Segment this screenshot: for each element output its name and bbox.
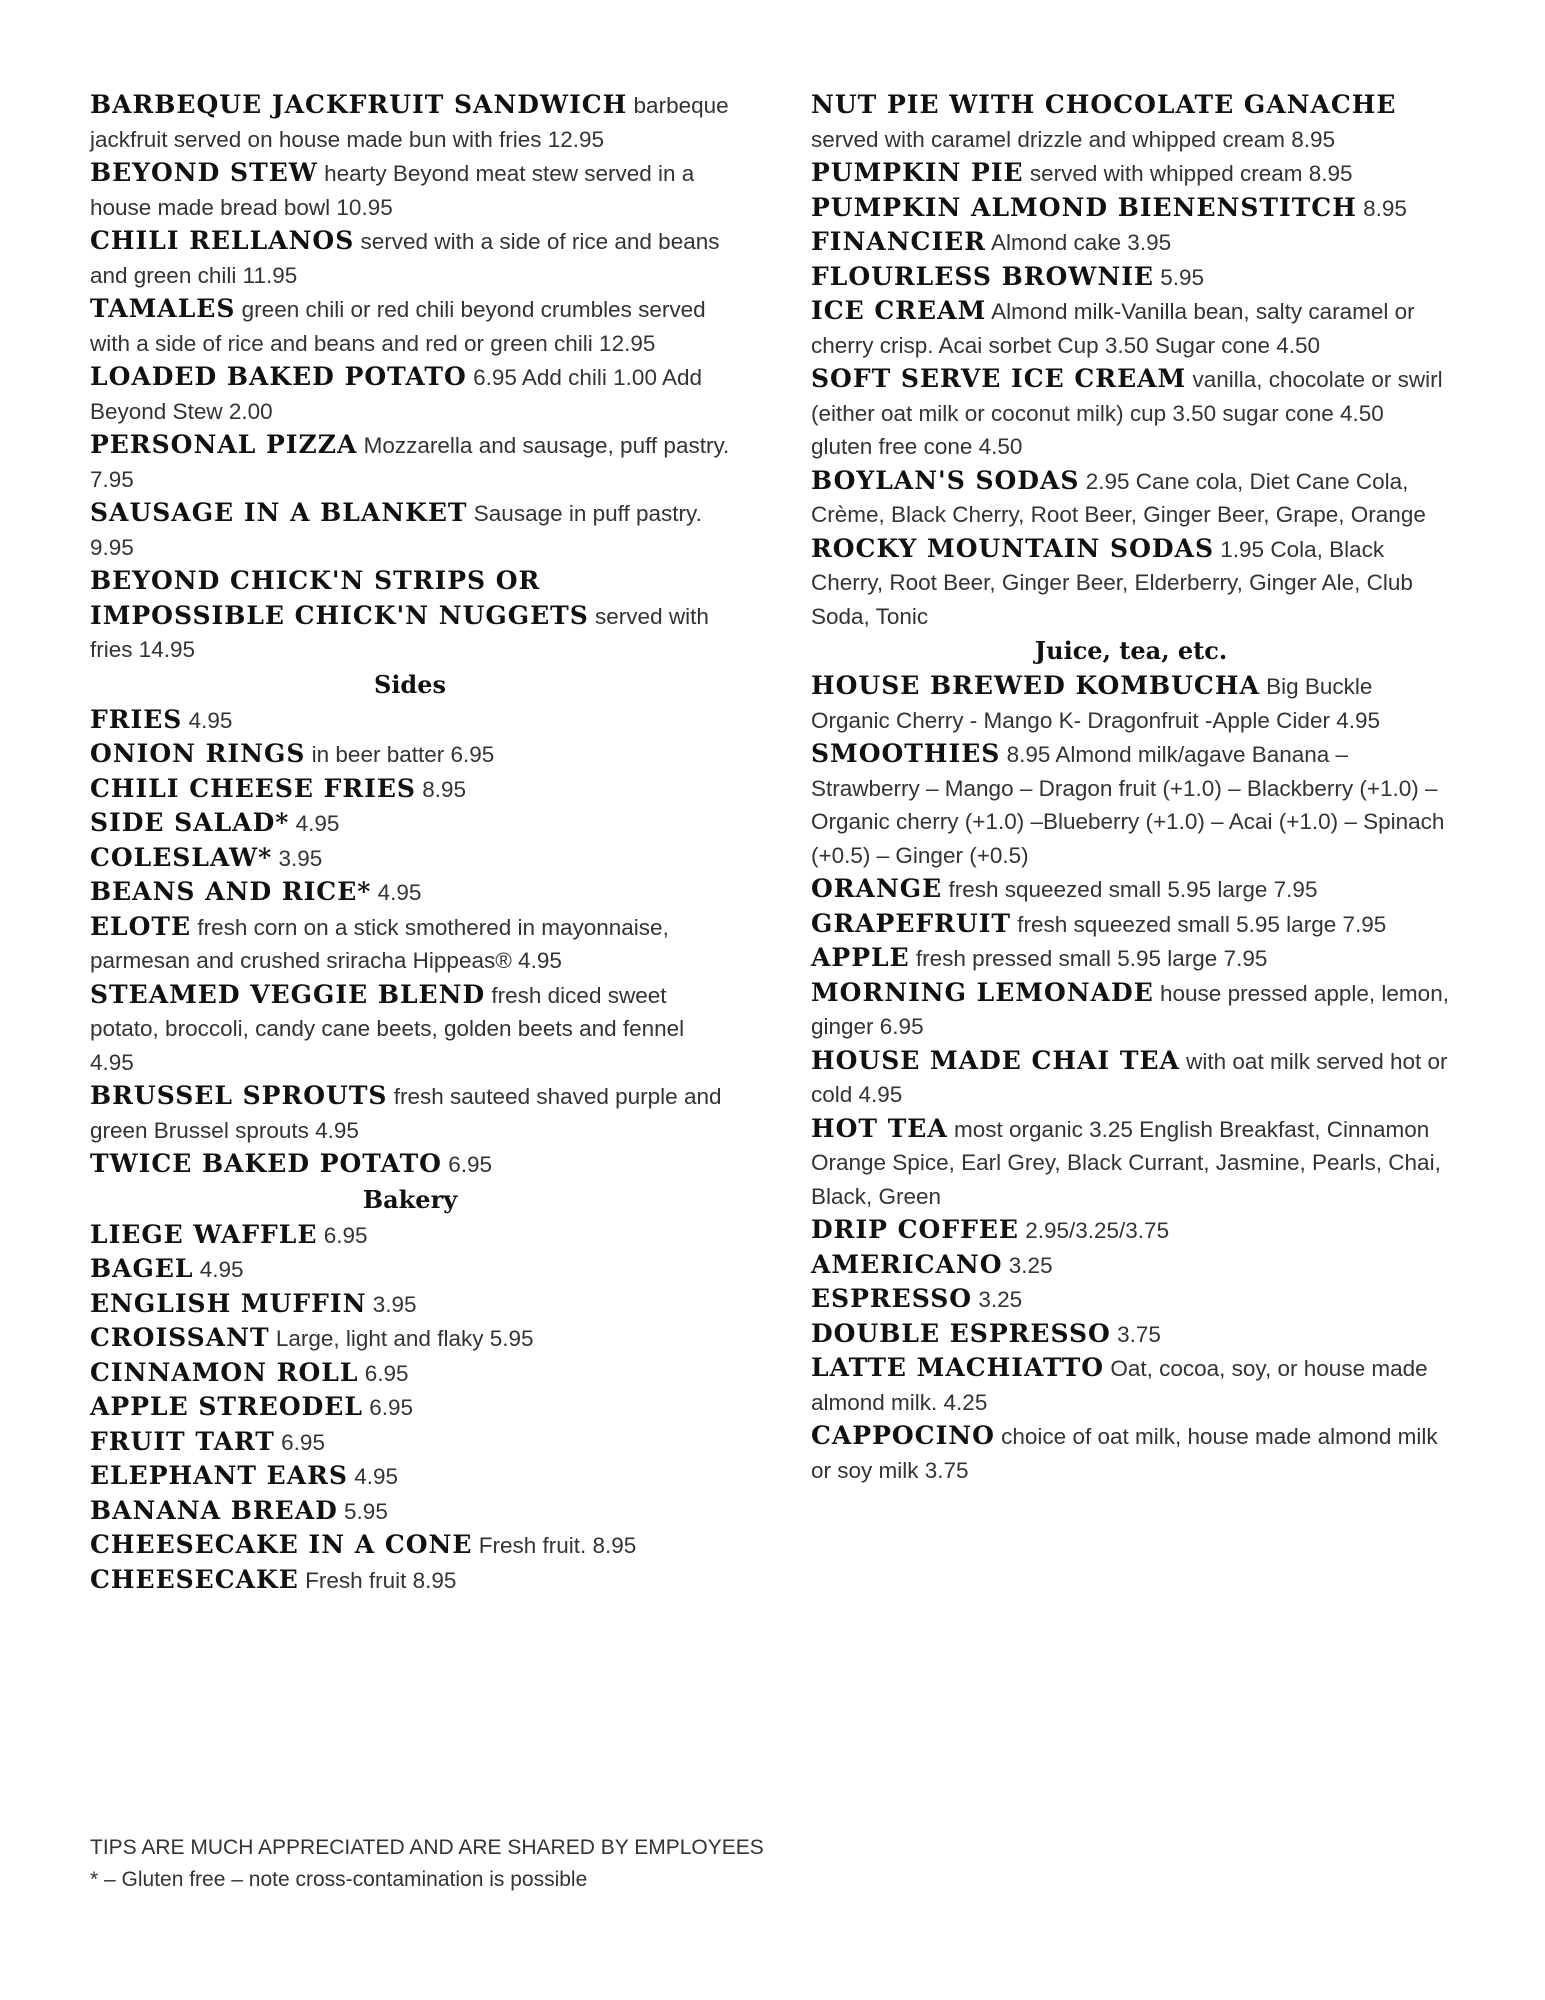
- menu-item-name: DRIP COFFEE: [811, 1215, 1019, 1244]
- menu-item-name: CHILI RELLANOS: [90, 226, 355, 255]
- menu-item: [811, 156, 1451, 191]
- menu-item-name: ELEPHANT EARS: [90, 1461, 348, 1490]
- menu-item-name: NUT PIE WITH CHOCOLATE GANACHE: [811, 90, 1397, 119]
- menu-item-name: PUMPKIN ALMOND BIENENSTITCH: [811, 192, 1357, 222]
- menu-item-name: ELOTE: [90, 911, 192, 941]
- menu-item-description: in beer batter 6.95: [311, 742, 495, 767]
- drinks-list: [811, 669, 1451, 1487]
- menu-item: [811, 976, 1451, 1044]
- menu-item-description: 3.95: [278, 845, 323, 871]
- menu-item-description: choice of oat milk, house made almond milk or soy milk 3.75: [811, 1424, 1438, 1483]
- menu-item-description: 5.95: [1160, 264, 1205, 290]
- menu-item: [811, 88, 1451, 156]
- menu-item-name: APPLE: [811, 943, 910, 972]
- menu-item: [90, 703, 730, 738]
- menu-item-description: 8.95 Almond milk/agave Banana – Strawberry – Mango – Dragon fruit (+1.0) – Blackberry (+1.0) – Organic cherry (+1.0) –Blueberry (+1.0) – Acai (+1.0) – Spinach (+0.5) – Ginger (+0.5): [811, 742, 1445, 868]
- menu-item: [90, 772, 730, 807]
- menu-item-description: served with fries 14.95: [90, 603, 709, 662]
- desserts-sodas-list: [811, 88, 1451, 633]
- menu-item-name: CHILI CHEESE FRIES: [90, 773, 416, 803]
- menu-item-description: Fresh fruit. 8.95: [478, 1533, 637, 1558]
- menu-item-description: 2.95/3.25/3.75: [1025, 1218, 1170, 1243]
- menu-item: [811, 1112, 1451, 1214]
- menu-item-description: Sausage in puff pastry. 9.95: [90, 501, 702, 560]
- menu-item-name: SMOOTHIES: [811, 739, 1001, 768]
- menu-item-description: fresh corn on a stick smothered in mayonnaise, parmesan and crushed sriracha Hippeas® 4.95: [90, 914, 669, 973]
- menu-item-name: GRAPEFRUIT: [811, 908, 1012, 938]
- menu-item-name: CINNAMON ROLL: [90, 1357, 359, 1387]
- bakery-list: [90, 1218, 730, 1598]
- menu-item-name: FRUIT TART: [90, 1426, 275, 1456]
- menu-item: [811, 1351, 1451, 1419]
- bakery-heading: Bakery: [362, 1184, 458, 1214]
- menu-item-description: Fresh fruit 8.95: [305, 1567, 457, 1593]
- menu-item-name: BEYOND CHICK'N STRIPS OR IMPOSSIBLE CHICK'N NUGGETS: [90, 566, 589, 630]
- menu-item: [811, 1419, 1451, 1487]
- menu-item-description: hearty Beyond meat stew served in a house made bread bowl 10.95: [90, 161, 695, 220]
- menu-item: [90, 88, 730, 156]
- menu-item-name: FINANCIER: [811, 227, 986, 256]
- menu-item-name: CHEESECAKE IN A CONE: [90, 1530, 473, 1559]
- menu-item-description: served with a side of rice and beans and green chili 11.95: [90, 229, 720, 288]
- menu-item-description: barbeque jackfruit served on house made bun with fries 12.95: [90, 93, 729, 152]
- menu-item: [811, 1317, 1451, 1352]
- menu-item: [90, 1425, 730, 1460]
- menu-item-name: LIEGE WAFFLE: [90, 1219, 318, 1249]
- menu-item: [90, 1494, 730, 1529]
- menu-item-name: COLESLAW*: [90, 842, 273, 872]
- menu-item: [90, 1079, 730, 1147]
- menu-item-description: served with whipped cream 8.95: [1029, 161, 1353, 186]
- menu-item-description: 4.95: [377, 880, 422, 905]
- menu-item-name: ICE CREAM: [811, 296, 987, 325]
- menu-item-description: Almond milk-Vanilla bean, salty caramel or cherry crisp. Acai sorbet Cup 3.50 Sugar cone 4.50: [811, 299, 1415, 358]
- menu-item: [90, 1147, 730, 1182]
- menu-item-description: 6.95 Add chili 1.00 Add Beyond Stew 2.00: [90, 365, 702, 424]
- menu-item: [811, 191, 1451, 226]
- tips-note: TIPS ARE MUCH APPRECIATED AND ARE SHARED BY EMPLOYEES: [90, 1836, 764, 1859]
- menu-item-description: most organic 3.25 English Breakfast, Cinnamon Orange Spice, Earl Grey, Black Currant, Jasmine, Pearls, Chai, Black, Green: [811, 1116, 1441, 1209]
- menu-item: [90, 1528, 730, 1563]
- menu-item: [90, 496, 730, 564]
- menu-item-name: HOUSE BREWED KOMBUCHA: [811, 671, 1260, 700]
- menu-item-description: 4.95: [199, 1257, 244, 1282]
- menu-item-name: ONION RINGS: [90, 739, 306, 768]
- menu-item-description: Almond cake 3.95: [990, 230, 1172, 255]
- menu-item: [811, 362, 1451, 464]
- menu-item-description: with oat milk served hot or cold 4.95: [811, 1048, 1448, 1107]
- menu-item: [90, 1218, 730, 1253]
- menu-item: [811, 872, 1451, 907]
- menu-item-name: BAGEL: [90, 1254, 194, 1283]
- menu-item: [811, 669, 1451, 737]
- menu-item-description: 2.95 Cane cola, Diet Cane Cola, Crème, Black Cherry, Root Beer, Ginger Beer, Grape, Orange: [811, 468, 1426, 527]
- menu-item-description: fresh squeezed small 5.95 large 7.95: [948, 877, 1318, 902]
- menu-item-name: SAUSAGE IN A BLANKET: [90, 498, 468, 527]
- menu-item-name: ORANGE: [811, 874, 943, 903]
- menu-item-name: ENGLISH MUFFIN: [90, 1288, 367, 1318]
- menu-item: [811, 225, 1451, 260]
- menu-item: [90, 360, 730, 428]
- menu-item-name: HOT TEA: [811, 1113, 948, 1143]
- menu-item-name: BEYOND STEW: [90, 158, 318, 187]
- menu-item: [811, 1044, 1451, 1112]
- menu-item-description: 8.95: [422, 776, 467, 802]
- menu-item: [90, 875, 730, 910]
- menu-item-name: APPLE STREODEL: [90, 1392, 363, 1421]
- menu-item-description: 6.95: [323, 1222, 368, 1248]
- menu-item-name: CROISSANT: [90, 1323, 270, 1352]
- menu-item-description: Oat, cocoa, soy, or house made almond milk. 4.25: [811, 1356, 1428, 1415]
- menu-item-name: TWICE BAKED POTATO: [90, 1149, 442, 1178]
- right-column: [811, 88, 1451, 1487]
- menu-item-description: 3.25: [978, 1287, 1023, 1312]
- menu-item: [90, 806, 730, 841]
- menu-item: [811, 1248, 1451, 1283]
- menu-item: [90, 1459, 730, 1494]
- menu-item-name: AMERICANO: [811, 1249, 1003, 1279]
- menu-item-name: SIDE SALAD*: [90, 808, 290, 837]
- menu-item-description: 4.95: [188, 707, 233, 733]
- menu-item-description: 8.95: [1363, 195, 1407, 221]
- menu-item-name: DOUBLE ESPRESSO: [811, 1318, 1111, 1348]
- menu-item-description: Mozzarella and sausage, puff pastry. 7.95: [90, 433, 730, 492]
- menu-item-name: STEAMED VEGGIE BLEND: [90, 979, 486, 1009]
- menu-item-description: fresh sauteed shaved purple and green Brussel sprouts 4.95: [90, 1084, 722, 1143]
- menu-item-name: BARBEQUE JACKFRUIT SANDWICH: [90, 90, 628, 119]
- menu-item: [811, 1282, 1451, 1317]
- menu-item: [811, 907, 1451, 942]
- menu-item: [811, 294, 1451, 362]
- menu-item-description: 3.25: [1008, 1252, 1053, 1278]
- menu-item-description: fresh diced sweet potato, broccoli, candy cane beets, golden beets and fennel 4.95: [90, 982, 685, 1075]
- menu-item: [90, 1321, 730, 1356]
- menu-item: [90, 1287, 730, 1322]
- menu-item-description: 6.95: [369, 1395, 413, 1420]
- menu-item-name: CHEESECAKE: [90, 1564, 299, 1594]
- menu-item-description: house pressed apple, lemon, ginger 6.95: [811, 980, 1449, 1039]
- menu-item-name: FRIES: [90, 704, 183, 734]
- menu-item: [90, 1356, 730, 1391]
- menu-item: [90, 841, 730, 876]
- menu-item-name: PERSONAL PIZZA: [90, 430, 358, 459]
- sides-list: [90, 703, 730, 1182]
- menu-item: [811, 941, 1451, 976]
- menu-item-name: BOYLAN'S SODAS: [811, 465, 1080, 495]
- menu-item: [811, 260, 1451, 295]
- menu-item-description: served with caramel drizzle and whipped cream 8.95: [811, 126, 1336, 152]
- menu-item-description: 6.95: [448, 1152, 493, 1177]
- footer: [90, 1832, 764, 1896]
- menu-item-description: 6.95: [364, 1360, 409, 1386]
- menu-item-description: 1.95 Cola, Black Cherry, Root Beer, Ginger Beer, Elderberry, Ginger Ale, Club Soda, Tonic: [811, 536, 1413, 629]
- menu-item-description: fresh pressed small 5.95 large 7.95: [915, 946, 1268, 971]
- left-column: [90, 88, 730, 1597]
- menu-item-description: 3.95: [372, 1291, 417, 1317]
- menu-item: [90, 156, 730, 224]
- menu-item: [90, 1390, 730, 1425]
- menu-item-name: BEANS AND RICE*: [90, 877, 372, 906]
- menu-item: [90, 1563, 730, 1598]
- menu-item: [90, 224, 730, 292]
- sides-heading: Sides: [373, 669, 446, 699]
- menu-item-name: LOADED BAKED POTATO: [90, 362, 467, 391]
- menu-item: [90, 737, 730, 772]
- menu-item: [90, 428, 730, 496]
- menu-item-name: BANANA BREAD: [90, 1495, 338, 1525]
- menu-item-name: HOUSE MADE CHAI TEA: [811, 1045, 1180, 1075]
- menu-item-description: fresh squeezed small 5.95 large 7.95: [1017, 911, 1387, 937]
- menu-item: [811, 737, 1451, 872]
- menu-item-description: 4.95: [354, 1464, 399, 1489]
- menu-item-description: 5.95: [344, 1498, 388, 1524]
- menu-item: [811, 1213, 1451, 1248]
- menu-item-name: ESPRESSO: [811, 1284, 973, 1313]
- menu-item-name: CAPPOCINO: [811, 1421, 995, 1450]
- menu-item-name: PUMPKIN PIE: [811, 158, 1024, 187]
- menu-item: [90, 978, 730, 1080]
- menu-item-name: FLOURLESS BROWNIE: [811, 261, 1154, 291]
- menu-item-description: 3.75: [1117, 1321, 1161, 1347]
- menu-item-description: vanilla, chocolate or swirl (either oat milk or coconut milk) cup 3.50 sugar cone 4.50 gluten free cone 4.50: [811, 367, 1443, 459]
- menu-item-name: LATTE MACHIATTO: [811, 1353, 1105, 1382]
- menu-item: [811, 464, 1451, 532]
- menu-item: [90, 910, 730, 978]
- menu-item-name: ROCKY MOUNTAIN SODAS: [811, 533, 1215, 563]
- gluten-free-note: * – Gluten free – note cross-contamination is possible: [90, 1868, 588, 1891]
- menu-item: [811, 532, 1451, 634]
- menu-item: [90, 564, 730, 667]
- entrees-list: [90, 88, 730, 667]
- menu-item-description: Large, light and flaky 5.95: [275, 1326, 534, 1351]
- menu-item-name: TAMALES: [90, 294, 236, 323]
- menu-item-description: Big Buckle Organic Cherry - Mango K- Dragonfruit -Apple Cider 4.95: [811, 674, 1380, 733]
- juice-heading: Juice, tea, etc.: [1034, 636, 1228, 665]
- menu-item-description: green chili or red chili beyond crumbles served with a side of rice and beans and red or green chili 12.95: [90, 297, 706, 356]
- menu-item-name: SOFT SERVE ICE CREAM: [811, 364, 1187, 393]
- menu-item: [90, 1252, 730, 1287]
- menu-item-name: BRUSSEL SPROUTS: [90, 1081, 388, 1110]
- menu-item: [90, 292, 730, 360]
- menu-item-description: 4.95: [295, 811, 340, 836]
- menu-item-name: MORNING LEMONADE: [811, 977, 1154, 1007]
- menu-item-description: 6.95: [281, 1429, 325, 1455]
